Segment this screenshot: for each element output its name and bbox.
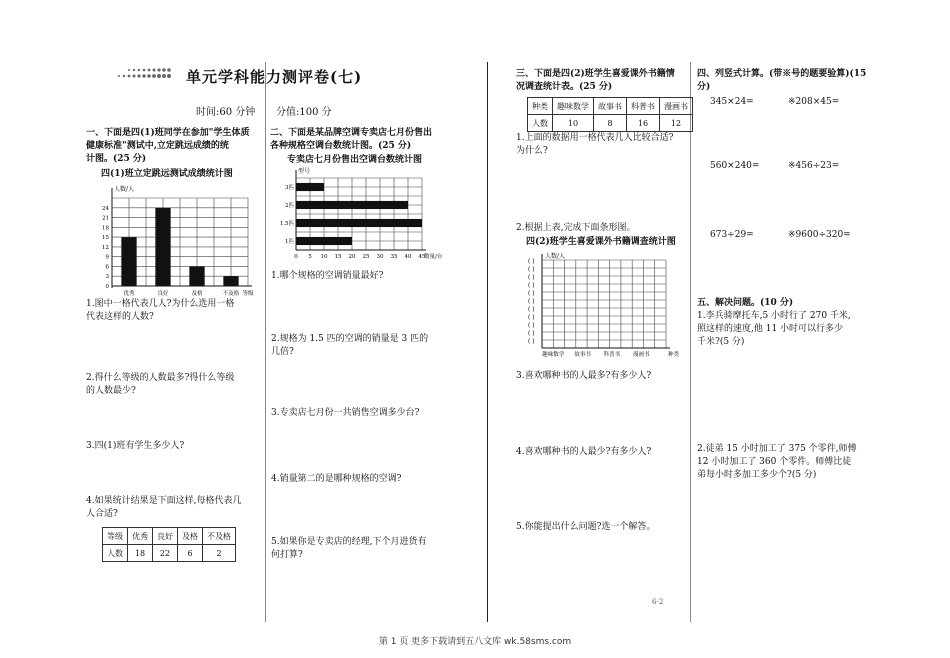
q1-grade-table	[102, 527, 236, 562]
page-footer: 第 1 页 更多下载请到五八文库 wk.58sms.com	[378, 637, 572, 647]
table-cell: 漫画书	[660, 98, 693, 115]
q3-empty-grid-chart	[516, 250, 686, 362]
tick-placeholder: ( )	[528, 282, 535, 289]
q1-chart-title: 四(1)班立定跳远测试成绩统计图	[101, 169, 233, 179]
tick-label: 3	[105, 274, 109, 281]
tick-placeholder: ( )	[528, 266, 535, 273]
tick-label: 6	[105, 264, 109, 271]
tick-placeholder: ( )	[528, 306, 535, 313]
table-cell: 种类	[528, 98, 553, 115]
q1-sub1: 1.图中一格代表几人?为什么选用一格 代表这样的人数?	[86, 299, 235, 322]
tick-label: 5	[308, 254, 312, 260]
x-axis-label: 数量/台	[424, 254, 443, 260]
fold-divider	[487, 62, 488, 622]
column-divider	[265, 62, 266, 622]
table-cell: 12	[660, 115, 693, 132]
bar	[189, 266, 204, 286]
tick-label: 40	[404, 254, 412, 260]
tick-label: 及格	[191, 291, 203, 297]
calc-item: ※456÷23=	[788, 161, 840, 171]
tick-label: 12	[102, 244, 109, 251]
y-axis-label: 人数/人	[545, 253, 566, 260]
table-cell: 人数	[103, 545, 128, 562]
tick-placeholder: ( )	[528, 274, 535, 281]
tick-placeholder: ( )	[528, 298, 535, 305]
tick-label: 3匹	[285, 185, 294, 191]
table-row	[528, 115, 693, 132]
tick-label: 45	[418, 254, 426, 260]
q1-sub3: 3.四(1)班有学生多少人?	[86, 441, 185, 451]
bar	[223, 276, 238, 286]
bar	[121, 237, 136, 286]
table-row	[103, 545, 236, 562]
table-cell: 18	[128, 545, 153, 562]
y-axis-label: 人数/人	[114, 186, 135, 193]
q2-heading: 二、下面是某品牌空调专卖店七月份售出 各种规格空调台数统计图。(25 分)	[270, 128, 433, 151]
tick-label: 21	[102, 215, 109, 222]
q1-bar-chart	[86, 182, 262, 300]
q1-heading: 一、下面是四(1)班同学在参加"学生体质 健康标准"测试中,立定跳远成绩的统 计图。(25 分)	[86, 128, 250, 164]
table-cell: 良好	[153, 528, 178, 545]
q2-sub1: 1.哪个规格的空调销量最好?	[271, 271, 384, 281]
tick-label: 趣味数学	[542, 352, 565, 358]
tick-placeholder: ( )	[528, 314, 535, 321]
table-cell: 不及格	[203, 528, 236, 545]
bar	[296, 219, 422, 227]
q3-books-table	[527, 97, 693, 132]
calc-item: ※9600÷320=	[788, 230, 851, 240]
bar	[155, 208, 170, 286]
bar	[296, 183, 324, 191]
tick-label: 10	[320, 254, 328, 260]
table-cell: 16	[627, 115, 660, 132]
tick-placeholder: ( )	[528, 338, 535, 345]
tick-placeholder: ( )	[528, 290, 535, 297]
calc-item: ※208×45=	[788, 97, 840, 107]
q2-sub5: 5.如果你是专卖店的经理,下个月进货有 何打算?	[271, 537, 427, 560]
tick-label: 科普书	[603, 352, 621, 358]
q2-sub4: 4.销量第二的是哪种规格的空调?	[271, 474, 402, 484]
q5-heading: 五、解决问题。(10 分)	[697, 298, 794, 308]
table-cell: 8	[594, 115, 627, 132]
q5-sub1: 1.李兵骑摩托车,5 小时行了 270 千米, 照这样的速度,他 11 小时可以行多少 千米?(5 分)	[697, 311, 851, 347]
table-cell: 22	[153, 545, 178, 562]
q3-sub5: 5.你能提出什么问题?选一个解答。	[516, 522, 656, 532]
tick-label: 1.5匹	[279, 221, 294, 227]
x-axis-label: 等级	[242, 291, 254, 297]
tick-label: 25	[362, 254, 370, 260]
q3-sub4: 4.喜欢哪种书的人最少?有多少人?	[516, 447, 652, 457]
tick-placeholder: ( )	[528, 330, 535, 337]
calc-item: 560×240=	[710, 161, 760, 171]
q1-sub2: 2.得什么等级的人数最多?得什么等级 的人数最少?	[86, 373, 235, 396]
tick-label: 24	[102, 205, 109, 212]
table-cell: 科普书	[627, 98, 660, 115]
column-divider	[690, 62, 691, 622]
exam-score: 分值:100 分	[276, 107, 332, 118]
bar	[296, 201, 408, 209]
q3-heading: 三、下面是四(2)班学生喜爱课外书籍情 况调查统计表。(25 分)	[516, 69, 675, 92]
q2-sub3: 3.专卖店七月份一共销售空调多少台?	[271, 408, 420, 418]
table-cell: 及格	[178, 528, 203, 545]
q4-heading: 四、列竖式计算。(带※号的题要验算)(15 分)	[697, 69, 867, 92]
tick-label: 良好	[157, 291, 169, 297]
tick-placeholder: ( )	[528, 322, 535, 329]
tick-label: 故事书	[574, 352, 591, 358]
calc-item: 345×24=	[710, 97, 754, 107]
tick-placeholder: ( )	[528, 258, 535, 265]
tick-label: 漫画书	[632, 352, 650, 358]
y-axis-label: 型号	[298, 168, 311, 175]
tick-label: 不及格	[222, 291, 240, 297]
bar	[296, 237, 352, 245]
table-cell: 优秀	[128, 528, 153, 545]
table-header-row	[103, 528, 236, 545]
tick-label: 20	[348, 254, 356, 260]
tick-label: 2匹	[285, 203, 294, 209]
table-cell: 6	[178, 545, 203, 562]
x-axis-label: 种类	[668, 352, 680, 358]
q5-sub2: 2.徒弟 15 小时加工了 375 个零件,师傅 12 小时加工了 360 个零件。师傅比徒 弟每小时多加工多少个?(5 分)	[697, 444, 857, 480]
table-cell: 10	[553, 115, 594, 132]
q2-horizontal-bar-chart	[272, 166, 443, 266]
table-cell: 人数	[528, 115, 553, 132]
tick-label: 15	[102, 235, 109, 242]
tick-label: 35	[390, 254, 398, 260]
q3-sub2: 2.根据上表,完成下面条形图。	[516, 223, 636, 233]
tick-label: 15	[334, 254, 342, 260]
tick-label: 0	[105, 284, 109, 290]
q1-sub4: 4.如果统计结果是下面这样,每格代表几 人合适?	[86, 496, 242, 519]
table-cell: 等级	[103, 528, 128, 545]
q2-sub2: 2.规格为 1.5 匹的空调的销量是 3 匹的 几倍?	[271, 334, 429, 357]
q3-sub3: 3.喜欢哪种书的人最多?有多少人?	[516, 371, 652, 381]
tick-label: 18	[102, 225, 109, 232]
table-header-row	[528, 98, 693, 115]
tick-label: 优秀	[123, 291, 135, 297]
page-number: 6-2	[652, 598, 664, 606]
tick-label: 0	[294, 254, 298, 260]
q3-sub1: 1.上面的数据用一格代表几人比较合适? 为什么?	[516, 133, 674, 156]
calc-item: 673÷29=	[710, 230, 754, 240]
exam-time: 时间:60 分钟	[196, 107, 256, 118]
q3-chart-title: 四(2)班学生喜爱课外书籍调查统计图	[526, 237, 676, 247]
table-cell: 故事书	[594, 98, 627, 115]
table-cell: 趣味数学	[553, 98, 594, 115]
q2-chart-title: 专卖店七月份售出空调台数统计图	[287, 155, 423, 165]
table-cell: 2	[203, 545, 236, 562]
tick-label: 1匹	[285, 239, 294, 245]
decorative-dots	[115, 66, 173, 80]
tick-label: 9	[105, 254, 109, 261]
page-title: 单元学科能力测评卷(七)	[186, 68, 363, 86]
tick-label: 30	[376, 254, 384, 260]
